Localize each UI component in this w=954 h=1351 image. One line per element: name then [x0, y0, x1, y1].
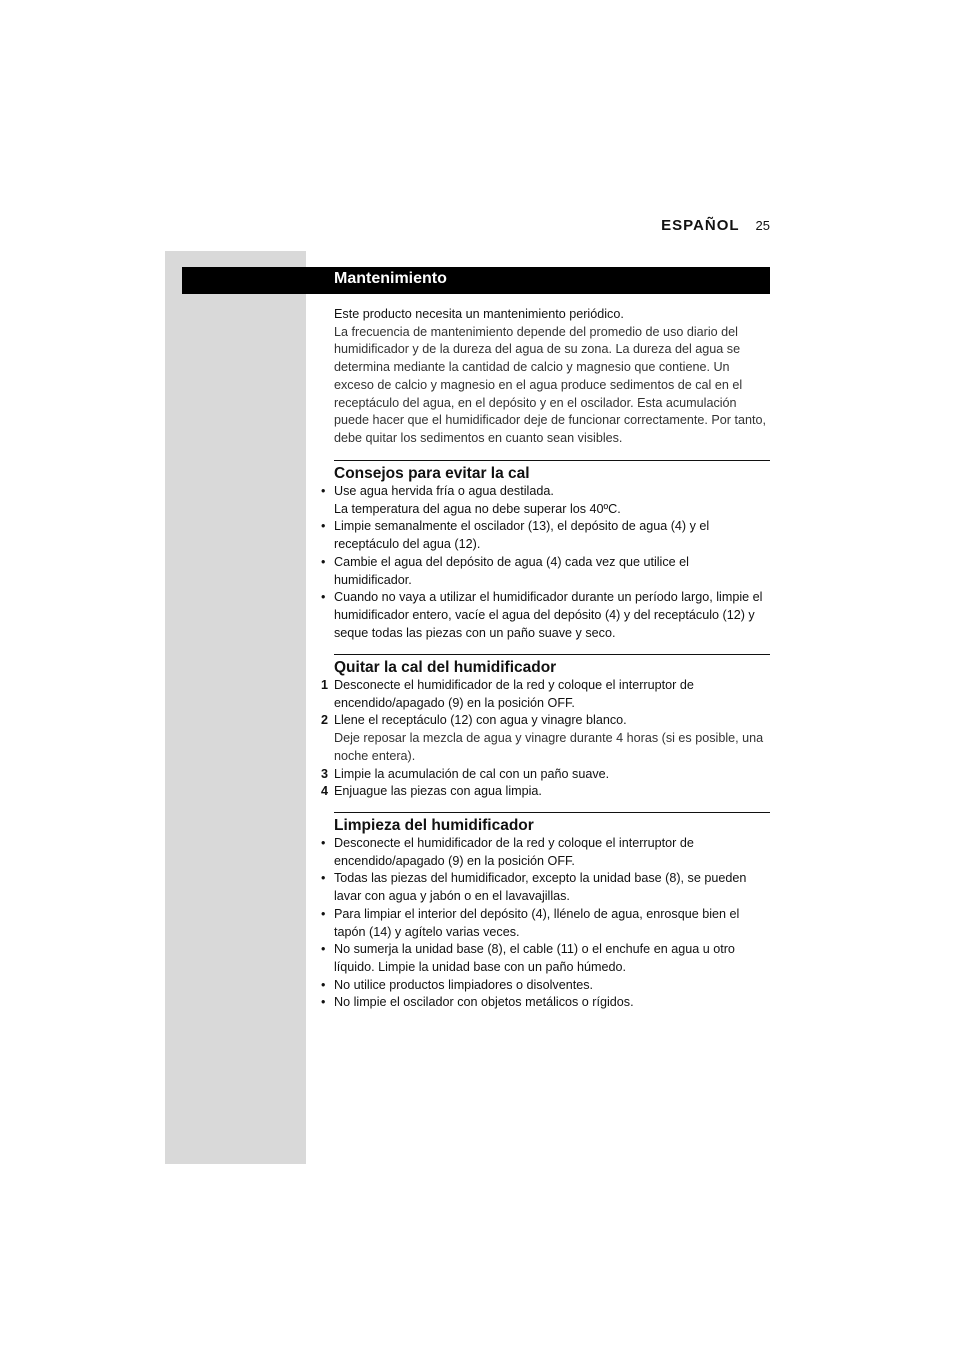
step-text: Limpie la acumulación de cal con un paño suave.: [334, 766, 610, 781]
section-divider: [334, 654, 770, 655]
list-item-text: Use agua hervida fría o agua destilada.: [334, 484, 554, 498]
bullet-icon: •: [321, 484, 326, 498]
list-item-text: Cuando no vaya a utilizar el humidificador durante un período largo, limpie el humidificador entero, vacíe el agua del depósito (4) y del receptáculo (12) y seque todas las piezas con un paño suave y seco.: [334, 590, 763, 640]
bullet-icon: •: [321, 519, 326, 534]
bullet-icon: •: [321, 995, 326, 1010]
list-item-text: Para limpiar el interior del depósito (4), llénelo de agua, enrosque bien el tapón (14) y agítelo varias veces.: [334, 906, 740, 939]
descale-heading: Quitar la cal del humidificador: [334, 659, 557, 676]
step-text: Enjuague las piezas con agua limpia.: [334, 784, 542, 799]
bullet-icon: •: [321, 977, 326, 992]
list-item-text: Limpie semanalmente el oscilador (13), el depósito de agua (4) y el receptáculo del agua (12).: [334, 519, 710, 552]
step-item: [318, 712, 770, 765]
margin-band: [165, 251, 306, 1164]
list-item-text: Todas las piezas del humidificador, excepto la unidad base (8), se pueden lavar con agua y jabón o en el lavavajillas.: [334, 871, 747, 904]
list-item: [318, 906, 770, 941]
list-item: [318, 589, 770, 642]
cleaning-heading: Limpieza del humidificador: [334, 817, 534, 834]
intro-body: La frecuencia de mantenimiento depende del promedio de uso diario del humidificador y de la dureza del agua de su zona. La dureza del agua se determina mediante la cantidad de calcio y magnesio que contiene. Un exceso de calcio y magnesio en el agua produce sedimentos de cal en el receptáculo del agua, en el depósito y en el oscilador. Esta acumulación puede hacer que el humidificador deje de funcionar correctamente. Por tanto, debe quitar los sedimentos en cuanto sean visibles.: [334, 324, 766, 445]
descale-steps: [318, 677, 770, 801]
step-subtext: Deje reposar la mezcla de agua y vinagre durante 4 horas (si es posible, una noche entera).: [334, 731, 764, 763]
step-text: Llene el receptáculo (12) con agua y vinagre blanco.: [334, 713, 627, 728]
list-item: [318, 870, 770, 905]
cleaning-section: [318, 812, 770, 1012]
step-item: [318, 783, 770, 801]
list-item-text: Desconecte el humidificador de la red y coloque el interruptor de encendido/apagado (9) en la posición OFF.: [334, 836, 694, 868]
step-number: 3: [321, 766, 329, 781]
section-title: Mantenimiento: [334, 270, 447, 287]
page-header: [661, 217, 770, 234]
step-text: Desconecte el humidificador de la red y coloque el interruptor de encendido/apagado (9) en la posición OFF.: [334, 678, 694, 710]
language-label: ESPAÑOL: [661, 217, 740, 234]
list-item-text: No limpie el oscilador con objetos metálicos o rígidos.: [334, 995, 634, 1010]
tips-section: [318, 460, 770, 642]
list-item: [318, 941, 770, 976]
section-divider: [334, 812, 770, 813]
bullet-icon: •: [321, 554, 326, 569]
list-item: [318, 994, 770, 1012]
list-item: [318, 835, 770, 870]
list-item: [318, 977, 770, 995]
step-number: 2: [321, 713, 329, 728]
bullet-icon: •: [321, 942, 326, 957]
list-item-text: Cambie el agua del depósito de agua (4) cada vez que utilice el humidificador.: [334, 554, 689, 587]
cleaning-list: [318, 835, 770, 1012]
list-item: [318, 518, 770, 553]
tips-list: [318, 483, 770, 642]
bullet-icon: •: [321, 590, 326, 605]
step-item: [318, 677, 770, 712]
bullet-icon: •: [321, 906, 326, 921]
intro-lead: Este producto necesita un mantenimiento periódico.: [334, 307, 624, 321]
step-number: 1: [321, 678, 329, 692]
descale-section: [318, 654, 770, 801]
tips-heading: Consejos para evitar la cal: [334, 465, 530, 482]
list-item-text: No utilice productos limpiadores o disolventes.: [334, 977, 594, 992]
step-number: 4: [321, 784, 329, 799]
section-title-bar: [182, 267, 770, 294]
intro-text: [334, 306, 770, 448]
bullet-icon: •: [321, 871, 326, 886]
list-item: [318, 554, 770, 589]
step-item: [318, 766, 770, 784]
list-item-text: No sumerja la unidad base (8), el cable (11) o el enchufe en agua u otro líquido. Limpie la unidad base con un paño húmedo.: [334, 942, 735, 974]
list-item-subtext: La temperatura del agua no debe superar los 40ºC.: [334, 501, 621, 516]
section-divider: [334, 460, 770, 461]
page-number: 25: [755, 218, 770, 233]
list-item: [318, 483, 770, 518]
bullet-icon: •: [321, 836, 326, 850]
